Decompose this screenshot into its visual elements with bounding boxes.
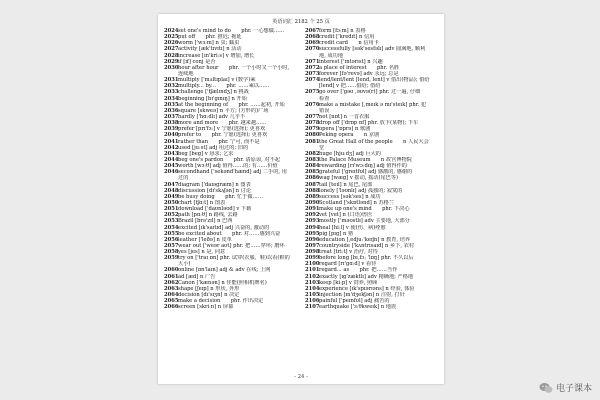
entry-text: set one's mind to do phr. 一心想做…… xyxy=(178,28,285,34)
entry-number: 2095 xyxy=(305,230,320,237)
entry-text: ad [æd] n 广告 xyxy=(178,273,216,280)
entry-number: 2105 xyxy=(305,292,320,299)
entry-text: earthquake ['ɜːθkweɪk] n 地震 xyxy=(319,304,397,311)
right-column xyxy=(305,28,441,310)
entry-number: 2099 xyxy=(305,255,320,262)
entry-text: 过的 xyxy=(178,175,189,182)
entry-number: 2049 xyxy=(164,193,179,200)
entry-text: experience [ɪk'spɪərɪəns] n 经验, 体验 xyxy=(319,285,415,292)
entry-text: be excited about phr. 对……感到兴奋 xyxy=(178,230,281,237)
entry-text: online [ɒn'laɪn] adj & adv 在线; 上网 xyxy=(178,267,271,274)
entry-text: credit ['kredɪt] n 信用 xyxy=(319,34,375,41)
entry-text: square [skweə] n 平方; (方形的)广场 xyxy=(178,107,269,114)
entry-number: 2074 xyxy=(305,77,320,84)
entry-number: 2026 xyxy=(164,40,179,47)
entry-text: excited [ɪk'saɪtɪd] adj 兴奋的, 激动的 xyxy=(178,224,270,231)
entry-text: if [ɪf] conj 是否 xyxy=(178,58,216,65)
entry-text: grateful ['greɪtfʊl] adj 感激的, 感谢的 xyxy=(319,169,413,176)
entry-text: injection [ɪn'dʒekʃən] n 注射, 打针 xyxy=(319,292,405,299)
entry-text: not [nɒt] n 一首衣服 xyxy=(319,113,370,120)
entry-number: 2027 xyxy=(164,46,179,53)
entry-text: lonely ['ləʊnlɪ] adj 孤独的; 寂寞的 xyxy=(319,187,403,194)
entry-number: 2032 xyxy=(164,83,179,90)
entry-text: regard [rɪ'gɑːd] v 看待 xyxy=(319,261,377,268)
entry-number: 2089 xyxy=(305,193,320,200)
entry-text: be busy doing phr. 忙于做…… xyxy=(178,193,263,200)
entry-text: opera ['ɒprə] n 歌剧 xyxy=(319,126,371,133)
entry-text: beg one's pardon phr. 请原谅, 对不起 xyxy=(178,156,280,163)
entry-number: 2069 xyxy=(305,40,320,47)
entry-number: 2036 xyxy=(164,107,179,114)
entry-text: discussion [dɪ'skʌʃən] n 讨论 xyxy=(178,187,252,194)
entry-text: make a mistake [,meɪk ə mɪ'steɪk] phr. 犯 xyxy=(319,101,427,108)
entry-number: 2037 xyxy=(164,113,179,120)
entry-text: forever [fə'revə] adv 永远; 总是 xyxy=(319,70,399,77)
entry-number: 2082 xyxy=(305,150,320,157)
entry-text: vet [vet] n (口语)兽医 xyxy=(319,212,373,219)
entry-number: 2056 xyxy=(164,236,179,243)
entry-text: download ['daʊnləʊd] v 下载 xyxy=(178,206,252,213)
entry-number: 2066 xyxy=(164,304,179,311)
entry-text: education [,edjuː'keɪʃn] n 教育, 培养 xyxy=(319,236,411,243)
entry-number: 2100 xyxy=(305,261,320,268)
entry-text: keep [kiːp] v 饲养, 照顾 xyxy=(319,279,378,286)
entry-text: worm ['wɜːm] n 虫; 蠕虫 xyxy=(178,40,240,47)
entry-text: make up one's mind phr. 下决心 xyxy=(319,206,410,213)
entry-text: make a decision phr. 作出决定 xyxy=(178,298,264,305)
entry-number: 2073 xyxy=(305,70,320,77)
entry-number: 2030 xyxy=(164,64,179,71)
entry-number: 2028 xyxy=(164,52,179,59)
entry-number: 2025 xyxy=(164,34,179,41)
entry-text: secondhand ['sekənd'hænd] adj 二手的, 用 xyxy=(178,169,287,176)
entry-number: 2067 xyxy=(305,28,320,34)
entry-text: countryside ['kʌntrɪsaɪd] n 乡下, 农村 xyxy=(319,242,415,249)
entry-number: 2088 xyxy=(305,187,320,194)
entry-text: increase [ɪn'kriːs] v 增加, 增长 xyxy=(178,52,255,59)
page-header: 英语词汇 2182 个 25 页 xyxy=(272,19,330,25)
entry-number: 2101 xyxy=(305,267,320,274)
entry-text: put off phr. 推迟; 拖延 xyxy=(178,34,242,41)
entry-number: 2071 xyxy=(305,58,320,65)
entry-text: multiply ['mʌltɪplaɪ] v (数学)乘 xyxy=(178,77,256,84)
entry-number: 2062 xyxy=(164,279,179,286)
entry-text: a place of interest phr. 名胜 xyxy=(319,64,400,71)
entry-number: 2045 xyxy=(164,163,179,170)
brand-label: 电子课本 xyxy=(555,384,592,394)
entry-text: lend/lent/lent [lend, lent] v 借出(物品); 借给 xyxy=(319,77,430,84)
entry-number: 2046 xyxy=(164,169,179,176)
entry-text: Canon ['kænən] n 佳能(照相机牌名) xyxy=(178,279,267,286)
entry-text: 堂 xyxy=(319,144,325,151)
entry-number: 2103 xyxy=(305,279,320,286)
entry-text: huge [hjuːdʒ] adj 巨大的 xyxy=(319,150,381,157)
entry-number: 2050 xyxy=(164,199,179,206)
entry-text: Peking opera n 京剧 xyxy=(319,132,380,139)
vocab-entry xyxy=(305,139,441,145)
entry-text: used [juːst] adj 用过的; 旧的 xyxy=(178,144,249,151)
entry-text: shape [ʃeɪp] n 形状, 外形 xyxy=(178,285,240,292)
entry-number: 2092 xyxy=(305,212,320,219)
entry-number: 2079 xyxy=(305,126,320,133)
entry-text: pig [pɪg] n 猪 xyxy=(319,230,354,237)
entry-number: 2060 xyxy=(164,267,179,274)
entry-number: 2077 xyxy=(305,113,320,120)
entry-number: 2075 xyxy=(305,89,320,96)
entry-text: 错误 xyxy=(319,107,330,114)
entry-number: 2106 xyxy=(305,298,320,305)
entry-number: 2086 xyxy=(305,175,320,182)
entry-text: rather than phr. 宁可, 而不是 xyxy=(178,138,260,145)
entry-text: 连续地 xyxy=(178,70,194,77)
entry-number: 2039 xyxy=(164,126,179,133)
entry-text: drop off ['drɒp ɒf] phr. 放下(某物); 下车 xyxy=(319,120,419,127)
entry-number: 2102 xyxy=(305,273,320,280)
entry-number: 2029 xyxy=(164,58,179,65)
entry-text: try on ['traɪ ɒn] phr. 试穿(衣服、鞋)以看(鞋的 xyxy=(178,255,290,262)
entry-number: 2070 xyxy=(305,46,320,53)
entry-number: 2080 xyxy=(305,132,320,139)
vocab-entry xyxy=(164,304,300,310)
entry-number: 2096 xyxy=(305,236,320,243)
entry-text: wear out ['weər aʊt] phr. 把……穿坏; 磨坏 xyxy=(178,242,285,249)
entry-number: 2076 xyxy=(305,101,320,108)
entry-text: interest ['ɪntərɪst] n 兴趣 xyxy=(319,58,383,65)
entry-text: 大小) xyxy=(178,261,191,268)
entry-number: 2059 xyxy=(164,255,179,262)
document-page xyxy=(158,14,444,384)
entry-text: challenge ['tʃælɪndʒ] n 挑战 xyxy=(178,89,249,96)
entry-text: rewarding [rɪ'wɔːdɪŋ] adj 值得作的 xyxy=(319,163,407,170)
entry-number: 2058 xyxy=(164,249,179,256)
vocab-entry xyxy=(305,304,441,310)
entry-text: hardly ['hɑːdlɪ] adv 几乎不 xyxy=(178,113,246,120)
entry-number: 2044 xyxy=(164,156,179,163)
entry-text: painful ['peɪnfʊl] adj 痛苦的 xyxy=(319,298,390,305)
entry-text: at the beginning of phr. ……起初, 开始 xyxy=(178,101,285,108)
entry-number: 2054 xyxy=(164,224,179,231)
entry-number: 2068 xyxy=(305,34,320,41)
entry-number: 2093 xyxy=(305,218,320,225)
entry-text: before long [bɪ,fɔː 'lɒŋ] phr. 不久以后 xyxy=(319,255,414,262)
watermark-brand xyxy=(539,381,592,394)
entry-number: 2033 xyxy=(164,89,179,96)
entry-text: exactly [ɪg'zæktlɪ] adv 精确地; 严格地 xyxy=(319,273,414,280)
page-number: - 24 - xyxy=(294,374,308,380)
entry-text: credit card n 信用卡 xyxy=(319,40,379,47)
entry-text: Brazil [brə'zɪl] n 巴西 xyxy=(178,218,233,225)
left-column xyxy=(164,28,300,310)
entry-text: 地, 成功地 xyxy=(319,52,344,59)
entry-number: 2063 xyxy=(164,285,179,292)
entry-text: decision [dɪ'sɪʒn] n 决定 xyxy=(178,292,240,299)
entry-number: 2078 xyxy=(305,120,320,127)
entry-text: screen [skriːn] n 屏幕 xyxy=(178,304,234,311)
entry-text: go over ['gəʊ ,əʊvə(r)] phr. 过一遍, 仔细 xyxy=(319,89,421,96)
entry-number: 2072 xyxy=(305,64,320,71)
entry-number: 2081 xyxy=(305,138,320,145)
entry-number: 2040 xyxy=(164,132,179,139)
entry-number: 2053 xyxy=(164,218,179,225)
entry-number: 2055 xyxy=(164,230,179,237)
entry-text: [lend] v 把……借给; 借给 xyxy=(319,83,381,90)
entry-number: 2097 xyxy=(305,242,320,249)
entry-number: 2043 xyxy=(164,150,179,157)
entry-number: 2024 xyxy=(164,28,179,34)
entry-text: hour after hour phr. 一个小时又一个小时, xyxy=(178,64,290,71)
entry-text: the Great Hall of the people n 人民大会 xyxy=(319,138,429,145)
entry-text: yes [jes] n 是, 同意 xyxy=(178,249,226,256)
entry-number: 2104 xyxy=(305,285,320,292)
entry-number: 2041 xyxy=(164,138,179,145)
entry-text: beg [beg] v 恳求; 乞求 xyxy=(178,150,234,157)
entry-text: prefer [prɪ'fɜː] v 宁愿(选择); 更喜欢 xyxy=(178,126,266,133)
entry-number: 2083 xyxy=(305,156,320,163)
entry-number: 2038 xyxy=(164,120,179,127)
entry-text: Scotland ['skɒtlənd] n 苏格兰 xyxy=(319,199,395,206)
entry-number: 2085 xyxy=(305,169,320,176)
entry-text: multiply... by... phr. ……乘以…… xyxy=(178,83,270,90)
wechat-icon xyxy=(539,382,553,394)
entry-number: 2052 xyxy=(164,212,179,219)
entry-text: more and more phr. 越来越…… xyxy=(178,120,267,127)
entry-text: form [fɔːm] n 表格 xyxy=(319,28,366,34)
entry-number: 2057 xyxy=(164,242,179,249)
entry-text: wag [wæg] v 摇动, 摇动(尾巴等) xyxy=(319,175,399,182)
entry-number: 2084 xyxy=(305,163,320,170)
entry-text: mostly ['məʊstlɪ] adv 主要地, 大部分 xyxy=(319,218,410,225)
entry-text: tail [teɪl] n 尾巴, 尾部 xyxy=(319,181,373,188)
entry-number: 2064 xyxy=(164,292,179,299)
entry-number: 2031 xyxy=(164,77,179,84)
entry-text: beginning [bɪ'gɪnɪŋ] n 开始 xyxy=(178,95,247,102)
entry-number: 2098 xyxy=(305,249,320,256)
entry-number: 2051 xyxy=(164,206,179,213)
entry-number: 2042 xyxy=(164,144,179,151)
entry-text: path [pɑːθ] n 路线, 去路 xyxy=(178,212,238,219)
entry-text: diagram ['daɪəgræm] n 图表 xyxy=(178,181,251,188)
entry-text: activity [æk'tɪvɪtɪ] n 活动 xyxy=(178,46,242,53)
entry-number: 2090 xyxy=(305,199,320,206)
entry-text: regard... as phr. 把……当作 xyxy=(319,267,398,274)
entry-number: 2048 xyxy=(164,187,179,194)
entry-text: treat [triːt] v 治疗, 对待 xyxy=(319,249,378,256)
entry-number: 2035 xyxy=(164,101,179,108)
entry-text: successfully [sək'sesfəlɪ] adv 圆满地, 顺利 xyxy=(319,46,426,53)
entry-text: leather ['leðə] n 皮革 xyxy=(178,236,232,243)
entry-text: worth [wɜːθ] adj 值得……的; 有……价值 xyxy=(178,163,278,170)
entry-number: 2061 xyxy=(164,273,179,280)
entry-text: chart [tʃɑːt] n 图表 xyxy=(178,199,226,206)
entry-number: 2107 xyxy=(305,304,320,311)
entry-number: 2087 xyxy=(305,181,320,188)
entry-text: success [sək'ses] n 成功 xyxy=(319,193,381,200)
entry-number: 2034 xyxy=(164,95,179,102)
entry-text: 检查 xyxy=(319,95,330,102)
entry-number: 2047 xyxy=(164,181,179,188)
entry-text: prefer to phr. 宁愿(选择); 更喜欢 xyxy=(178,132,268,139)
entry-text: heal [hiːl] v 使(伤、病)痊愈 xyxy=(319,224,386,231)
entry-text: the Palace Museum n 故宫博物院 xyxy=(319,156,412,163)
entry-number: 2091 xyxy=(305,206,320,213)
entry-number: 2065 xyxy=(164,298,179,305)
entry-number: 2094 xyxy=(305,224,320,231)
